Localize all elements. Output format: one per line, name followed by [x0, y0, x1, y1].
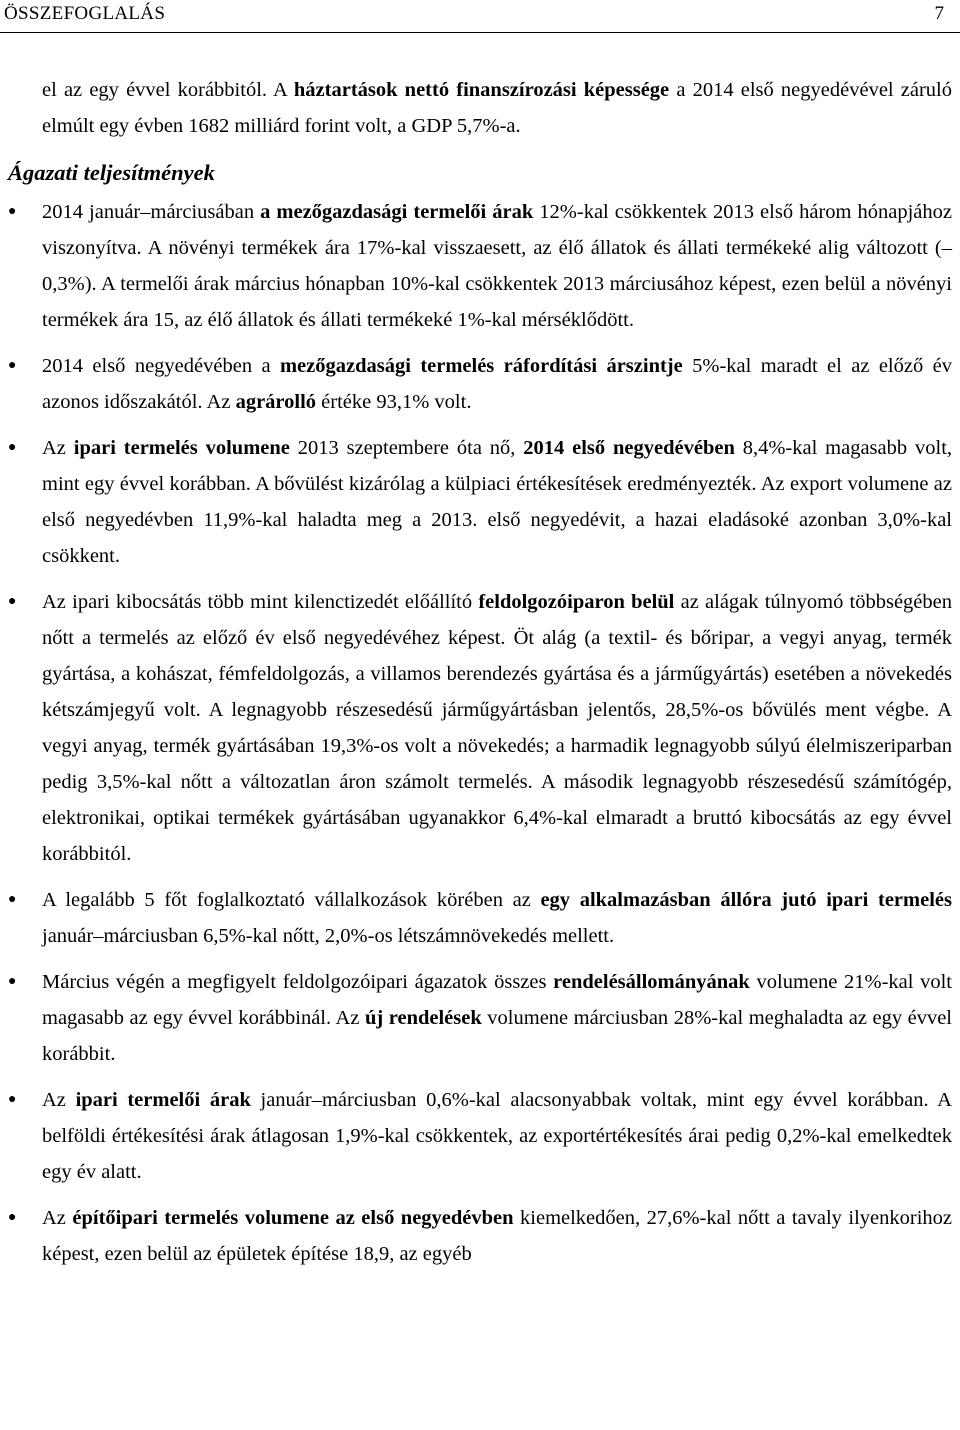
text-run: a 2014 első negyedévével záruló elmúlt egy évben 1682 milliárd forint volt, a GDP 5,7%-a. — [42, 79, 953, 137]
text-run: Az — [42, 1089, 76, 1111]
text-run: 2014 első negyedévében a — [42, 355, 280, 377]
bold-text-run: ipari termelői árak — [75, 1089, 251, 1111]
bold-text-run: rendelésállományának — [553, 971, 750, 993]
bullet-icon: ● — [8, 594, 17, 609]
page-number: 7 — [934, 3, 944, 24]
bullet-item — [8, 1200, 952, 1272]
text-run: 2013 szeptembere óta nő, — [289, 437, 524, 459]
text-run: értéke 93,1% volt. — [316, 391, 472, 413]
bold-text-run: agrárolló — [235, 391, 317, 413]
bold-text-run: egy alkalmazásban állóra jutó ipari termelés — [540, 889, 952, 911]
bold-text-run: feldolgozóiparon belül — [478, 591, 675, 613]
bullet-icon: ● — [8, 440, 17, 455]
bullet-item — [8, 964, 952, 1072]
section-heading: Ágazati teljesítmények — [8, 160, 215, 185]
bullet-icon: ● — [8, 358, 17, 373]
intro-paragraph — [42, 72, 952, 144]
text-run: kiemelkedően, 27,6%-kal nőtt a tavaly ilyenkorihoz képest, ezen belül az épületek építése 18,9, az egyéb — [42, 1207, 953, 1265]
text-run: január–márciusban 6,5%-kal nőtt, 2,0%-os létszámnövekedés mellett. — [42, 925, 615, 947]
bold-text-run: mezőgazdasági termelés ráfordítási árszintje — [279, 355, 683, 377]
text-run: 12%-kal csökkentek 2013 első három hónapjához viszonyítva. A növényi termékek ára 17%-kal visszaesett, az élő állatok és állati termékeké alig változott (–0,3%). A termelői árak március hónapban 10%-kal csökkentek 2013 márciusához képest, ezen belül a növényi termékek ára 15, az élő állatok és állati termékeké 1%-kal mérséklődött. — [42, 201, 952, 331]
bullet-icon: ● — [8, 204, 17, 219]
text-run: Az — [42, 1207, 73, 1229]
bullet-icon: ● — [8, 1210, 17, 1225]
document-body — [8, 72, 952, 1282]
bold-text-run: a mezőgazdasági termelői árak — [260, 201, 534, 223]
text-run: volumene 21%-kal volt magasabb az egy évvel korábbinál. Az — [42, 971, 953, 1029]
text-run: január–márciusban 0,6%-kal alacsonyabbak voltak, mint egy évvel korábban. A belföldi értékesítési árak átlagosan 1,9%-kal csökkentek, az exportértékesítés árai pedig 0,2%-kal emelkedtek egy év alatt. — [42, 1089, 952, 1183]
text-run: 5%-kal maradt el az előző év azonos időszakától. Az — [42, 355, 952, 413]
bullet-item — [8, 348, 952, 420]
bullet-item — [8, 1082, 952, 1190]
text-run: Az — [42, 437, 74, 459]
bold-text-run: 2014 első negyedévében — [523, 437, 735, 459]
bullet-list — [8, 194, 952, 1272]
bullet-item — [8, 194, 952, 338]
bullet-item — [8, 882, 952, 954]
text-run: 8,4%-kal magasabb volt, mint egy évvel korábban. A bővülést kizárólag a külpiaci értékesítések eredményezték. Az export volumene az első negyedévben 11,9%-kal haladta meg a 2013. első negyedévit, a hazai eladásoké azonban 3,0%-kal csökkent. — [42, 437, 953, 567]
header-title: ÖSSZEFOGLALÁS — [4, 3, 166, 24]
bold-text-run: építőipari termelés volumene az első negyedévben — [72, 1207, 514, 1229]
text-run: az alágak túlnyomó többségében nőtt a termelés az előző év első negyedévéhez képest. Öt alág (a textil- és bőripar, a vegyi anyag, termék gyártása, a kohászat, fémfeldolgozás, a villamos berendezés gyártása és a járműgyártás) esetében a növekedés kétszámjegyű volt. A legnagyobb részesedésű járműgyártásban jelentős, 28,5%-os bővülés ment végbe. A vegyi anyag, termék gyártásában 19,3%-os volt a növekedés; a harmadik legnagyobb súlyú élelmiszeriparban pedig 3,5%-kal nőtt a változatlan áron számolt termelés. A második legnagyobb részesedésű számítógép, elektronikai, optikai termékek gyártásában ugyanakkor 6,4%-kal elmaradt a bruttó kibocsátás az egy évvel korábbitól. — [42, 591, 953, 865]
bullet-item — [8, 584, 952, 872]
bullet-icon: ● — [8, 892, 17, 907]
text-run: 2014 január–márciusában — [42, 201, 261, 223]
bullet-icon: ● — [8, 974, 17, 989]
text-run: Az ipari kibocsátás több mint kilenctizedét előállító — [42, 591, 479, 613]
bold-text-run: új rendelések — [364, 1007, 482, 1029]
bold-text-run: ipari termelés volumene — [73, 437, 290, 459]
text-run: el az egy évvel korábbitól. A — [42, 79, 294, 101]
bullet-icon: ● — [8, 1092, 17, 1107]
text-run: A legalább 5 főt foglalkoztató vállalkozások körében az — [42, 889, 541, 911]
bold-text-run: háztartások nettó finanszírozási képessége — [293, 79, 670, 101]
page-header — [0, 0, 960, 33]
text-run: volumene márciusban 28%-kal meghaladta az egy évvel korábbit. — [42, 1007, 953, 1065]
text-run: Március végén a megfigyelt feldolgozóipari ágazatok összes — [42, 971, 554, 993]
bullet-item — [8, 430, 952, 574]
